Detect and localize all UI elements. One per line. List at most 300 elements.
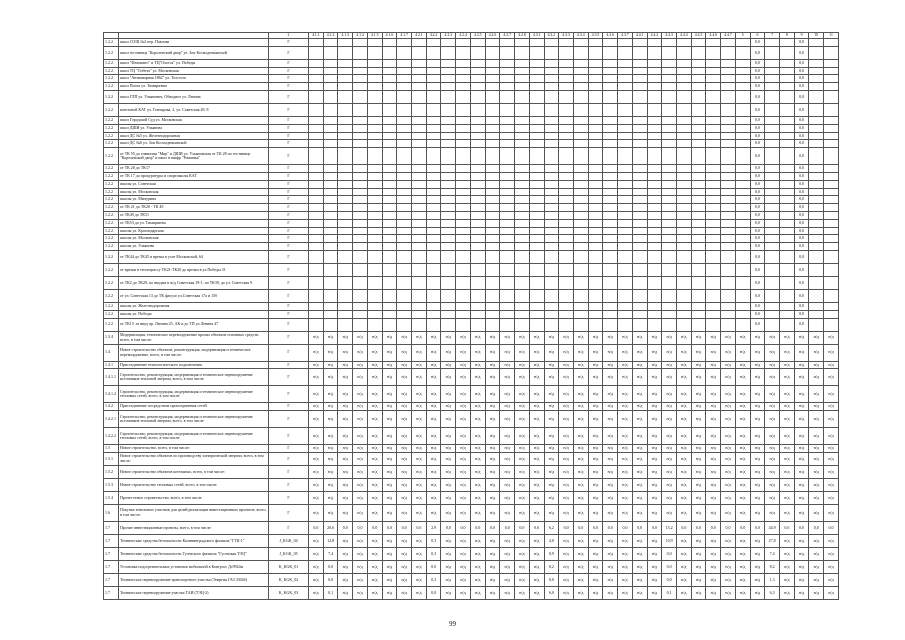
- row-code: 1.2.2: [104, 250, 119, 263]
- value-cell: н/д: [515, 491, 530, 504]
- value-cell: [676, 148, 691, 165]
- value-cell: [721, 196, 736, 204]
- value-cell: н/д: [721, 547, 736, 560]
- value-cell: [573, 103, 588, 116]
- value-cell: [603, 59, 618, 67]
- row-name: школ ТЦ "Олбета" ул. Московская: [119, 67, 269, 75]
- value-cell: н/д: [647, 491, 662, 504]
- value-cell: [426, 219, 441, 227]
- header-cell: 4.1.3: [338, 33, 353, 39]
- value-cell: н/д: [618, 534, 633, 547]
- value-cell: н/д: [662, 369, 677, 386]
- value-cell: [353, 39, 368, 47]
- value-cell: н/д: [309, 344, 324, 361]
- value-cell: [618, 39, 633, 47]
- value-cell: н/д: [529, 534, 544, 547]
- table-row: [104, 369, 839, 386]
- value-cell: [544, 196, 559, 204]
- value-cell: н/д: [721, 465, 736, 478]
- value-cell: [780, 165, 795, 173]
- value-cell: н/д: [588, 361, 603, 369]
- value-cell: [559, 211, 574, 219]
- value-cell: 0,0: [794, 263, 809, 276]
- value-cell: [426, 302, 441, 310]
- value-cell: н/д: [515, 344, 530, 361]
- value-cell: 0,0: [794, 310, 809, 318]
- value-cell: [338, 75, 353, 83]
- value-cell: [441, 219, 456, 227]
- value-cell: [382, 188, 397, 196]
- value-cell: [573, 165, 588, 173]
- value-cell: н/д: [529, 445, 544, 453]
- row-name: школ СОШ №2 пер. Павлова: [119, 39, 269, 47]
- value-cell: [382, 59, 397, 67]
- value-cell: [824, 263, 839, 276]
- value-cell: н/д: [588, 369, 603, 386]
- value-cell: н/д: [780, 452, 795, 465]
- value-cell: [706, 318, 721, 331]
- value-cell: [765, 148, 780, 165]
- table-row: [104, 586, 839, 599]
- value-cell: [367, 140, 382, 148]
- value-cell: [441, 124, 456, 132]
- value-cell: [647, 116, 662, 124]
- value-cell: [338, 124, 353, 132]
- value-cell: [588, 204, 603, 212]
- value-cell: н/д: [529, 411, 544, 428]
- value-cell: [382, 46, 397, 59]
- value-cell: [353, 67, 368, 75]
- value-cell: [588, 67, 603, 75]
- value-cell: [309, 124, 324, 132]
- value-cell: [765, 289, 780, 302]
- value-cell: [309, 59, 324, 67]
- value-cell: [691, 289, 706, 302]
- value-cell: [618, 318, 633, 331]
- value-cell: н/д: [809, 586, 824, 599]
- value-cell: [397, 235, 412, 243]
- table-row: [104, 165, 839, 173]
- value-cell: [456, 188, 471, 196]
- value-cell: [500, 67, 515, 75]
- value-cell: [618, 90, 633, 103]
- value-cell: [500, 227, 515, 235]
- value-cell: н/д: [603, 504, 618, 521]
- value-cell: [780, 83, 795, 91]
- value-cell: н/д: [618, 560, 633, 573]
- row-code: 1.4.1.1: [104, 369, 119, 386]
- value-cell: [603, 67, 618, 75]
- row-name: Прочее новое строительство, всего, в том числе:: [119, 491, 269, 504]
- value-cell: 0,0: [794, 302, 809, 310]
- value-cell: [529, 165, 544, 173]
- value-cell: н/д: [397, 573, 412, 586]
- value-cell: [412, 302, 427, 310]
- value-cell: н/д: [573, 560, 588, 573]
- value-cell: [470, 227, 485, 235]
- value-cell: н/д: [809, 331, 824, 344]
- value-cell: н/д: [323, 491, 338, 504]
- value-cell: 0,0: [794, 250, 809, 263]
- value-cell: 0,0: [750, 83, 765, 91]
- value-cell: [323, 165, 338, 173]
- value-cell: [544, 67, 559, 75]
- value-cell: н/д: [809, 573, 824, 586]
- value-cell: [765, 90, 780, 103]
- value-cell: н/д: [706, 465, 721, 478]
- value-cell: 0,0: [485, 521, 500, 534]
- value-cell: [515, 318, 530, 331]
- value-cell: [367, 103, 382, 116]
- value-cell: н/д: [500, 573, 515, 586]
- value-cell: [426, 250, 441, 263]
- value-cell: [809, 302, 824, 310]
- value-cell: н/д: [824, 403, 839, 411]
- value-cell: [529, 180, 544, 188]
- value-cell: [647, 318, 662, 331]
- value-cell: н/д: [632, 504, 647, 521]
- value-cell: [456, 310, 471, 318]
- value-cell: [529, 124, 544, 132]
- value-cell: н/д: [588, 452, 603, 465]
- value-cell: н/д: [721, 369, 736, 386]
- value-cell: н/д: [500, 411, 515, 428]
- header-cell: 4.2.8: [515, 33, 530, 39]
- value-cell: [662, 103, 677, 116]
- value-cell: [824, 243, 839, 251]
- value-cell: [824, 67, 839, 75]
- value-cell: [780, 227, 795, 235]
- table-row: [104, 219, 839, 227]
- value-cell: [706, 204, 721, 212]
- row-id: Г: [269, 46, 309, 59]
- value-cell: [338, 90, 353, 103]
- value-cell: н/д: [735, 547, 750, 560]
- value-cell: [515, 90, 530, 103]
- row-code: 1.5.3: [104, 478, 119, 491]
- table-row: [104, 59, 839, 67]
- value-cell: [426, 132, 441, 140]
- value-cell: [500, 124, 515, 132]
- value-cell: [588, 172, 603, 180]
- value-cell: [500, 235, 515, 243]
- value-cell: н/д: [588, 344, 603, 361]
- value-cell: н/д: [529, 361, 544, 369]
- value-cell: [382, 90, 397, 103]
- value-cell: [573, 75, 588, 83]
- value-cell: [500, 46, 515, 59]
- value-cell: [706, 46, 721, 59]
- value-cell: [662, 124, 677, 132]
- value-cell: н/д: [515, 369, 530, 386]
- value-cell: [691, 302, 706, 310]
- value-cell: н/д: [750, 560, 765, 573]
- value-cell: [588, 75, 603, 83]
- value-cell: н/д: [515, 478, 530, 491]
- value-cell: [485, 75, 500, 83]
- value-cell: н/д: [794, 361, 809, 369]
- value-cell: н/д: [632, 534, 647, 547]
- value-cell: н/д: [765, 369, 780, 386]
- value-cell: н/д: [485, 560, 500, 573]
- value-cell: [809, 227, 824, 235]
- value-cell: [735, 67, 750, 75]
- value-cell: н/д: [735, 573, 750, 586]
- value-cell: [456, 75, 471, 83]
- value-cell: [824, 172, 839, 180]
- value-cell: н/д: [750, 478, 765, 491]
- value-cell: [515, 227, 530, 235]
- value-cell: 0,0: [676, 521, 691, 534]
- value-cell: [515, 67, 530, 75]
- value-cell: [456, 59, 471, 67]
- value-cell: [382, 250, 397, 263]
- value-cell: н/д: [662, 331, 677, 344]
- value-cell: н/д: [824, 534, 839, 547]
- value-cell: [735, 235, 750, 243]
- value-cell: [662, 180, 677, 188]
- value-cell: н/д: [412, 386, 427, 403]
- value-cell: [618, 59, 633, 67]
- value-cell: [573, 180, 588, 188]
- value-cell: н/д: [809, 445, 824, 453]
- row-name: школы ул. Московская: [119, 235, 269, 243]
- value-cell: н/д: [559, 386, 574, 403]
- value-cell: н/д: [309, 428, 324, 445]
- value-cell: [647, 219, 662, 227]
- value-cell: н/д: [647, 361, 662, 369]
- value-cell: [809, 196, 824, 204]
- value-cell: [309, 46, 324, 59]
- value-cell: [426, 140, 441, 148]
- value-cell: н/д: [691, 445, 706, 453]
- row-name: Новое строительство объектов, реконструкция, модернизация и техническое перевооружение, всего, в том числе:: [119, 344, 269, 361]
- value-cell: н/д: [412, 547, 427, 560]
- value-cell: [470, 243, 485, 251]
- value-cell: [441, 263, 456, 276]
- value-cell: [676, 124, 691, 132]
- value-cell: [470, 204, 485, 212]
- value-cell: [588, 219, 603, 227]
- row-id: Г: [269, 180, 309, 188]
- value-cell: [573, 196, 588, 204]
- value-cell: н/д: [662, 386, 677, 403]
- value-cell: н/д: [632, 491, 647, 504]
- value-cell: 0,0: [750, 59, 765, 67]
- value-cell: н/д: [691, 573, 706, 586]
- value-cell: [426, 39, 441, 47]
- value-cell: [691, 132, 706, 140]
- value-cell: н/д: [780, 573, 795, 586]
- value-cell: [500, 132, 515, 140]
- table-row: [104, 140, 839, 148]
- value-cell: [309, 289, 324, 302]
- value-cell: [515, 59, 530, 67]
- value-cell: [721, 219, 736, 227]
- table-row: [104, 124, 839, 132]
- value-cell: [485, 39, 500, 47]
- value-cell: [780, 46, 795, 59]
- value-cell: [573, 140, 588, 148]
- value-cell: н/д: [824, 504, 839, 521]
- value-cell: [426, 180, 441, 188]
- value-cell: н/д: [382, 369, 397, 386]
- value-cell: [367, 219, 382, 227]
- value-cell: н/д: [632, 403, 647, 411]
- value-cell: [515, 132, 530, 140]
- row-name: школы ул. Ульянова: [119, 243, 269, 251]
- value-cell: [618, 132, 633, 140]
- value-cell: [338, 196, 353, 204]
- value-cell: [780, 243, 795, 251]
- value-cell: [647, 276, 662, 289]
- value-cell: 0,0: [632, 521, 647, 534]
- header-cell: 4.2.6: [485, 33, 500, 39]
- value-cell: [676, 116, 691, 124]
- value-cell: н/д: [765, 344, 780, 361]
- value-cell: [632, 67, 647, 75]
- value-cell: н/д: [691, 344, 706, 361]
- value-cell: [824, 310, 839, 318]
- value-cell: н/д: [367, 344, 382, 361]
- value-cell: н/д: [706, 560, 721, 573]
- value-cell: [367, 148, 382, 165]
- value-cell: н/д: [485, 361, 500, 369]
- value-cell: [647, 263, 662, 276]
- value-cell: 6,0: [544, 586, 559, 599]
- value-cell: [618, 263, 633, 276]
- value-cell: н/д: [632, 573, 647, 586]
- value-cell: н/д: [780, 560, 795, 573]
- value-cell: н/д: [721, 560, 736, 573]
- row-code: 1.2.2: [104, 124, 119, 132]
- value-cell: н/д: [794, 331, 809, 344]
- value-cell: 0,0: [794, 180, 809, 188]
- value-cell: н/д: [441, 411, 456, 428]
- value-cell: [706, 180, 721, 188]
- value-cell: [559, 219, 574, 227]
- value-cell: [412, 227, 427, 235]
- value-cell: [603, 243, 618, 251]
- value-cell: [780, 67, 795, 75]
- row-name: школы ул. Железнодорожная: [119, 302, 269, 310]
- value-cell: 1,3: [765, 573, 780, 586]
- value-cell: [353, 148, 368, 165]
- value-cell: н/д: [470, 445, 485, 453]
- value-cell: 0,0: [750, 124, 765, 132]
- row-id: K_KGK_03: [269, 586, 309, 599]
- table-row: [104, 276, 839, 289]
- value-cell: [809, 116, 824, 124]
- row-id: Г: [269, 276, 309, 289]
- value-cell: н/д: [809, 478, 824, 491]
- value-cell: н/д: [603, 547, 618, 560]
- value-cell: [662, 116, 677, 124]
- value-cell: [647, 180, 662, 188]
- value-cell: [647, 302, 662, 310]
- row-name: Строительство, реконструкция, модернизация и техническое перевооружение источников тепловой энергии, всего, в том числе:: [119, 411, 269, 428]
- value-cell: [500, 140, 515, 148]
- value-cell: [721, 235, 736, 243]
- value-cell: н/д: [794, 465, 809, 478]
- value-cell: [662, 132, 677, 140]
- value-cell: н/д: [588, 586, 603, 599]
- value-cell: н/д: [353, 465, 368, 478]
- value-cell: н/д: [485, 403, 500, 411]
- value-cell: [721, 172, 736, 180]
- value-cell: н/д: [353, 411, 368, 428]
- value-cell: [323, 227, 338, 235]
- value-cell: н/д: [456, 491, 471, 504]
- value-cell: н/д: [382, 560, 397, 573]
- value-cell: н/д: [426, 491, 441, 504]
- value-cell: н/д: [309, 403, 324, 411]
- value-cell: [721, 39, 736, 47]
- value-cell: н/д: [780, 403, 795, 411]
- header-cell: 4.3.1: [529, 33, 544, 39]
- value-cell: н/д: [367, 428, 382, 445]
- value-cell: [647, 103, 662, 116]
- row-id: Г: [269, 411, 309, 428]
- row-id: Г: [269, 219, 309, 227]
- value-cell: н/д: [382, 465, 397, 478]
- value-cell: [309, 263, 324, 276]
- value-cell: [500, 116, 515, 124]
- value-cell: [618, 243, 633, 251]
- value-cell: [382, 67, 397, 75]
- value-cell: [544, 263, 559, 276]
- row-id: Г: [269, 369, 309, 386]
- value-cell: н/д: [500, 428, 515, 445]
- value-cell: 0,0: [750, 180, 765, 188]
- row-name: школы ул. Победы: [119, 310, 269, 318]
- value-cell: н/д: [382, 411, 397, 428]
- value-cell: н/д: [691, 547, 706, 560]
- value-cell: [353, 219, 368, 227]
- value-cell: н/д: [632, 452, 647, 465]
- value-cell: н/д: [662, 504, 677, 521]
- value-cell: н/д: [721, 586, 736, 599]
- row-id: Г: [269, 302, 309, 310]
- value-cell: [441, 211, 456, 219]
- value-cell: [470, 276, 485, 289]
- value-cell: [456, 116, 471, 124]
- value-cell: [706, 302, 721, 310]
- value-cell: [382, 289, 397, 302]
- value-cell: н/д: [426, 403, 441, 411]
- value-cell: 0,0: [662, 560, 677, 573]
- value-cell: [470, 124, 485, 132]
- value-cell: н/д: [338, 386, 353, 403]
- value-cell: н/д: [603, 465, 618, 478]
- value-cell: [662, 148, 677, 165]
- value-cell: [765, 310, 780, 318]
- value-cell: [662, 75, 677, 83]
- value-cell: [441, 188, 456, 196]
- value-cell: [588, 196, 603, 204]
- value-cell: н/д: [309, 386, 324, 403]
- row-id: K_KGK_02: [269, 573, 309, 586]
- value-cell: н/д: [824, 445, 839, 453]
- value-cell: н/д: [529, 560, 544, 573]
- value-cell: [338, 188, 353, 196]
- value-cell: 0,0: [794, 276, 809, 289]
- row-code: 1.2.2: [104, 46, 119, 59]
- value-cell: н/д: [485, 386, 500, 403]
- value-cell: [515, 310, 530, 318]
- value-cell: [735, 124, 750, 132]
- value-cell: н/д: [338, 331, 353, 344]
